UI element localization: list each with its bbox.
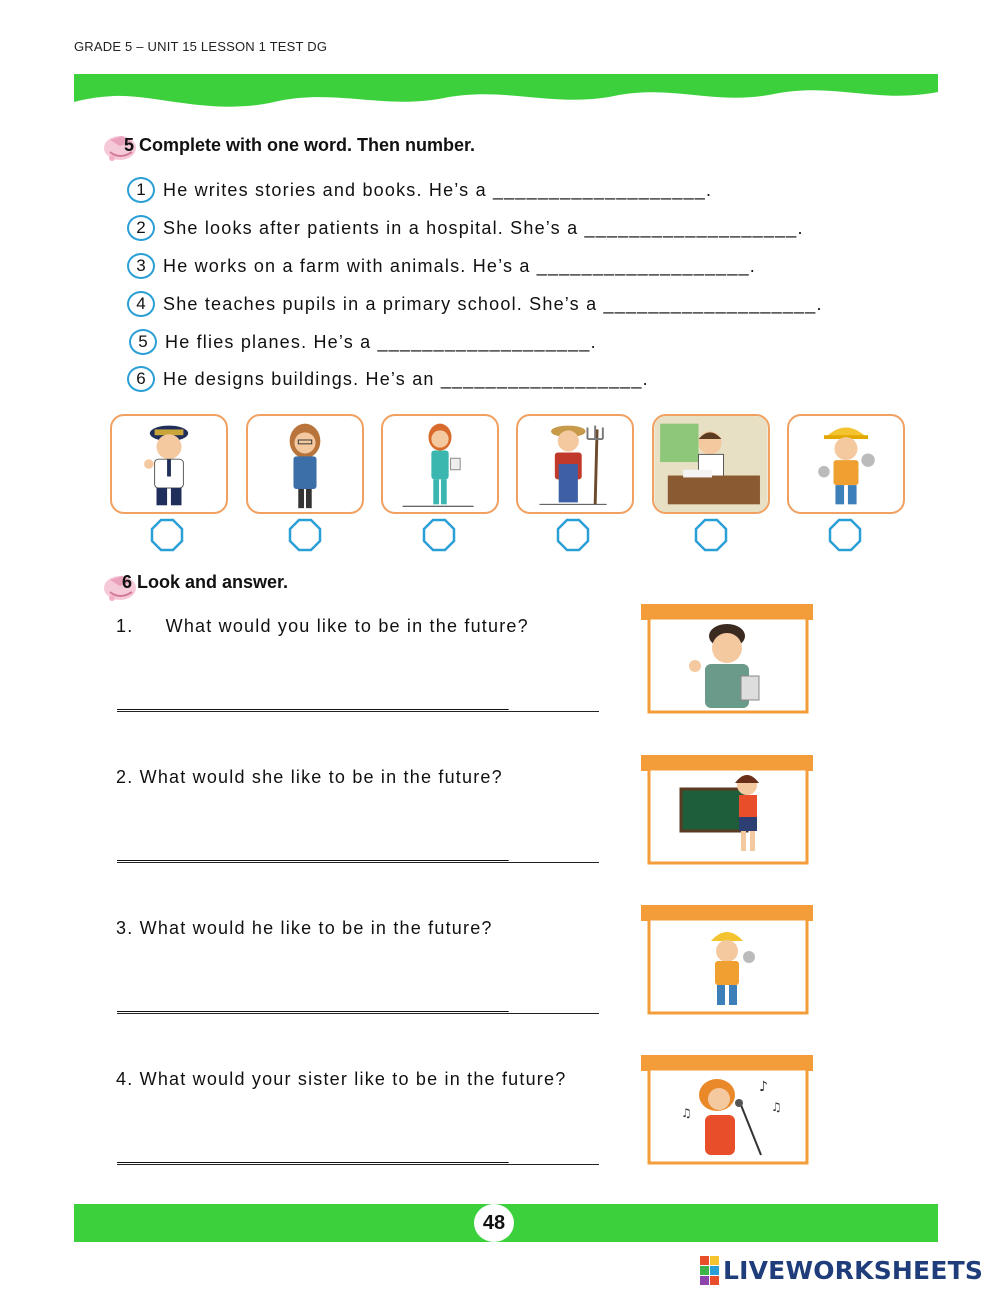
section5-number: 5 <box>124 135 135 155</box>
answer-line[interactable]: ____________________________________________ <box>117 996 599 1014</box>
number-circle: 5 <box>129 329 157 355</box>
answer-octagon[interactable] <box>694 518 728 552</box>
question-text[interactable]: He flies planes. He’s a ___________________. <box>165 331 597 352</box>
worksheet-header: GRADE 5 – UNIT 15 LESSON 1 TEST DG <box>74 39 328 54</box>
section6-title: 6 Look and answer. <box>122 572 289 592</box>
question-text: What would she like to be in the future? <box>139 767 503 787</box>
question-text[interactable]: He writes stories and books. He’s a ___________________. <box>163 179 713 200</box>
section5-title <box>124 135 475 156</box>
question-number: 1. <box>116 616 134 636</box>
page-number: 48 <box>474 1204 514 1242</box>
answer-octagon[interactable] <box>828 518 862 552</box>
section5-heading: Complete with one word. Then number. <box>139 135 476 155</box>
pilot-picture <box>110 414 228 514</box>
question-6-2 <box>116 767 503 788</box>
question-row <box>129 329 597 355</box>
teacher-board-picture <box>641 755 813 867</box>
number-circle: 6 <box>127 366 155 392</box>
question-6-3 <box>116 918 493 939</box>
question-text: What would you like to be in the future? <box>165 616 529 636</box>
question-number: 2. <box>116 767 134 787</box>
question-row <box>127 291 823 317</box>
answer-octagon[interactable] <box>150 518 184 552</box>
answer-octagon[interactable] <box>422 518 456 552</box>
brand-name: LIVEWORKSHEETS <box>723 1255 984 1285</box>
answer-octagon[interactable] <box>556 518 590 552</box>
singer-picture <box>641 1055 813 1167</box>
architect-board-picture <box>641 905 813 1017</box>
answer-line[interactable]: ____________________________________________ <box>117 1147 599 1165</box>
question-text[interactable]: She teaches pupils in a primary school. She’s a ___________________. <box>163 293 823 314</box>
writer-picture <box>652 414 770 514</box>
svg-text:♫: ♫ <box>681 1106 692 1120</box>
liveworksheets-logo <box>700 1255 983 1285</box>
number-circle: 4 <box>127 291 155 317</box>
number-circle: 3 <box>127 253 155 279</box>
question-row <box>127 253 756 279</box>
question-number: 4. <box>116 1069 134 1089</box>
question-number: 3. <box>116 918 134 938</box>
svg-text:♫: ♫ <box>771 1100 782 1114</box>
question-row <box>127 366 649 392</box>
answer-octagon[interactable] <box>288 518 322 552</box>
question-row <box>127 177 712 203</box>
svg-text:♪: ♪ <box>759 1079 768 1095</box>
question-text[interactable]: She looks after patients in a hospital. She’s a ___________________. <box>163 217 804 238</box>
number-circle: 2 <box>127 215 155 241</box>
question-text[interactable]: He works on a farm with animals. He’s a ___________________. <box>163 255 756 276</box>
farmer-picture <box>516 414 634 514</box>
question-6-4 <box>116 1069 566 1090</box>
answer-line[interactable]: ____________________________________________ <box>117 845 599 863</box>
top-green-wave <box>74 74 938 124</box>
doctor-picture <box>641 604 813 716</box>
nurse-picture <box>381 414 499 514</box>
logo-blocks-icon <box>700 1256 719 1285</box>
question-6-1 <box>116 616 529 637</box>
architect-picture <box>787 414 905 514</box>
question-text: What would he like to be in the future? <box>139 918 493 938</box>
question-row <box>127 215 804 241</box>
answer-line[interactable]: ____________________________________________ <box>117 694 599 712</box>
question-text: He designs buildings. He’s an __________________. <box>163 368 649 389</box>
question-text: What would your sister like to be in the future? <box>139 1069 567 1089</box>
teacher-picture <box>246 414 364 514</box>
number-circle: 1 <box>127 177 155 203</box>
